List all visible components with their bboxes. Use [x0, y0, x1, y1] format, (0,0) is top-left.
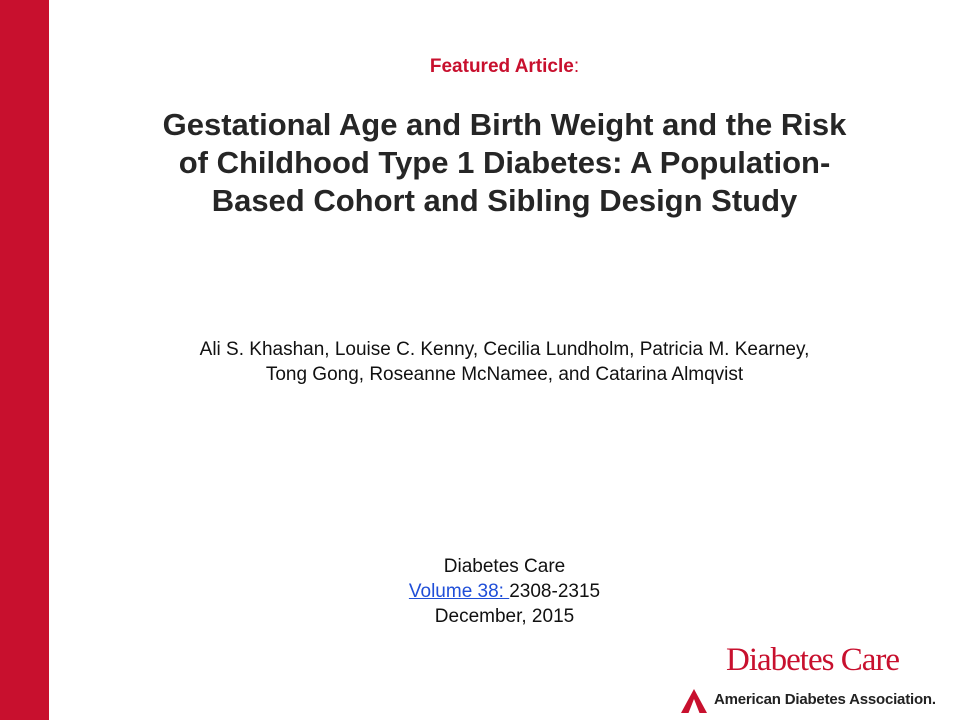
title-line: Based Cohort and Sibling Design Study [211, 183, 798, 218]
authors-line: Ali S. Khashan, Louise C. Kenny, Cecilia Lundholm, Patricia M. Kearney, [199, 339, 810, 360]
featured-colon: : [573, 56, 580, 77]
slide-content [49, 0, 960, 720]
publication-date: December, 2015 [434, 606, 575, 627]
author-list [79, 337, 930, 387]
red-side-bar [0, 0, 49, 720]
volume-link[interactable]: Volume 38: [408, 581, 510, 602]
ada-triangle-icon [680, 688, 708, 714]
journal-name: Diabetes Care [443, 556, 566, 577]
volume-line [49, 579, 960, 604]
article-title [69, 106, 940, 220]
diabetes-care-logo: Diabetes Care [726, 642, 899, 678]
authors-line: Tong Gong, Roseanne McNamee, and Catarina Almqvist [265, 364, 744, 385]
title-line: of Childhood Type 1 Diabetes: A Population- [178, 145, 831, 180]
title-line: Gestational Age and Birth Weight and the Risk [162, 107, 847, 142]
association-name: American Diabetes Association. [714, 691, 936, 708]
ada-branding [680, 688, 955, 714]
featured-article-heading [49, 56, 960, 78]
page-range: 2308-2315 [509, 581, 601, 602]
citation-block [49, 554, 960, 629]
featured-label: Featured Article [429, 56, 574, 77]
